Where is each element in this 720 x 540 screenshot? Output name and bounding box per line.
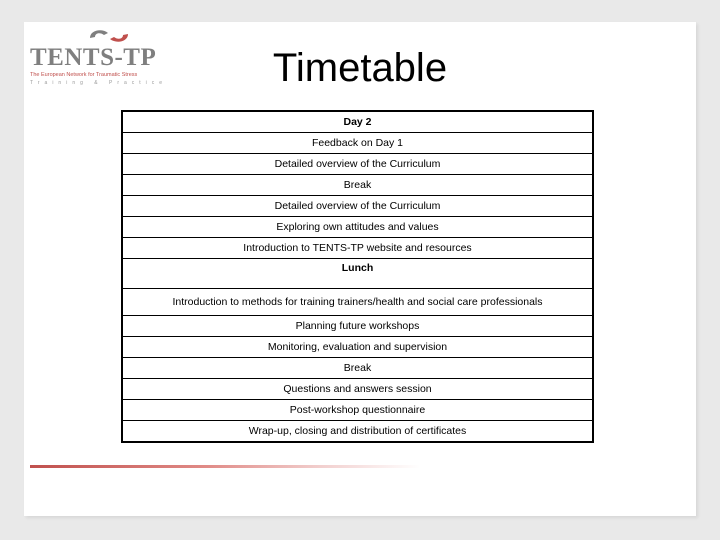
table-cell: Feedback on Day 1 xyxy=(122,133,593,154)
table-cell: Post-workshop questionnaire xyxy=(122,400,593,421)
table-row xyxy=(122,421,593,443)
timetable xyxy=(121,110,594,443)
footer-accent-line xyxy=(30,465,420,468)
table-cell-text: Introduction to methods for training trainers/health and social care professionals xyxy=(172,296,543,308)
table-cell: Introduction to TENTS-TP website and resources xyxy=(122,238,593,259)
table-cell: Detailed overview of the Curriculum xyxy=(122,154,593,175)
table-cell xyxy=(122,289,593,316)
table-cell: Planning future workshops xyxy=(122,316,593,337)
table-cell: Detailed overview of the Curriculum xyxy=(122,196,593,217)
table-cell: Exploring own attitudes and values xyxy=(122,217,593,238)
table-row xyxy=(122,175,593,196)
table-cell: Lunch xyxy=(122,259,593,289)
table-row xyxy=(122,238,593,259)
table-cell: Questions and answers session xyxy=(122,379,593,400)
table-row xyxy=(122,379,593,400)
table-row xyxy=(122,217,593,238)
logo-subtitle: The European Network for Traumatic Stress xyxy=(30,72,138,78)
table-row xyxy=(122,154,593,175)
table-row xyxy=(122,316,593,337)
table-row xyxy=(122,259,593,289)
table-row xyxy=(122,133,593,154)
page-title: Timetable xyxy=(272,46,448,90)
tents-tp-logo xyxy=(30,26,168,86)
table-cell: Break xyxy=(122,358,593,379)
table-cell: Day 2 xyxy=(122,111,593,133)
table-cell: Wrap-up, closing and distribution of certificates xyxy=(122,421,593,443)
table-row xyxy=(122,289,593,316)
table-row xyxy=(122,358,593,379)
logo-name: TENTS-TP xyxy=(30,44,157,71)
table-row xyxy=(122,337,593,358)
logo-tagline: Training & Practice xyxy=(30,80,168,86)
logo-mark-icon xyxy=(86,26,132,46)
table-cell: Monitoring, evaluation and supervision xyxy=(122,337,593,358)
table-row xyxy=(122,111,593,133)
table-row xyxy=(122,196,593,217)
table-row xyxy=(122,400,593,421)
table-cell: Break xyxy=(122,175,593,196)
